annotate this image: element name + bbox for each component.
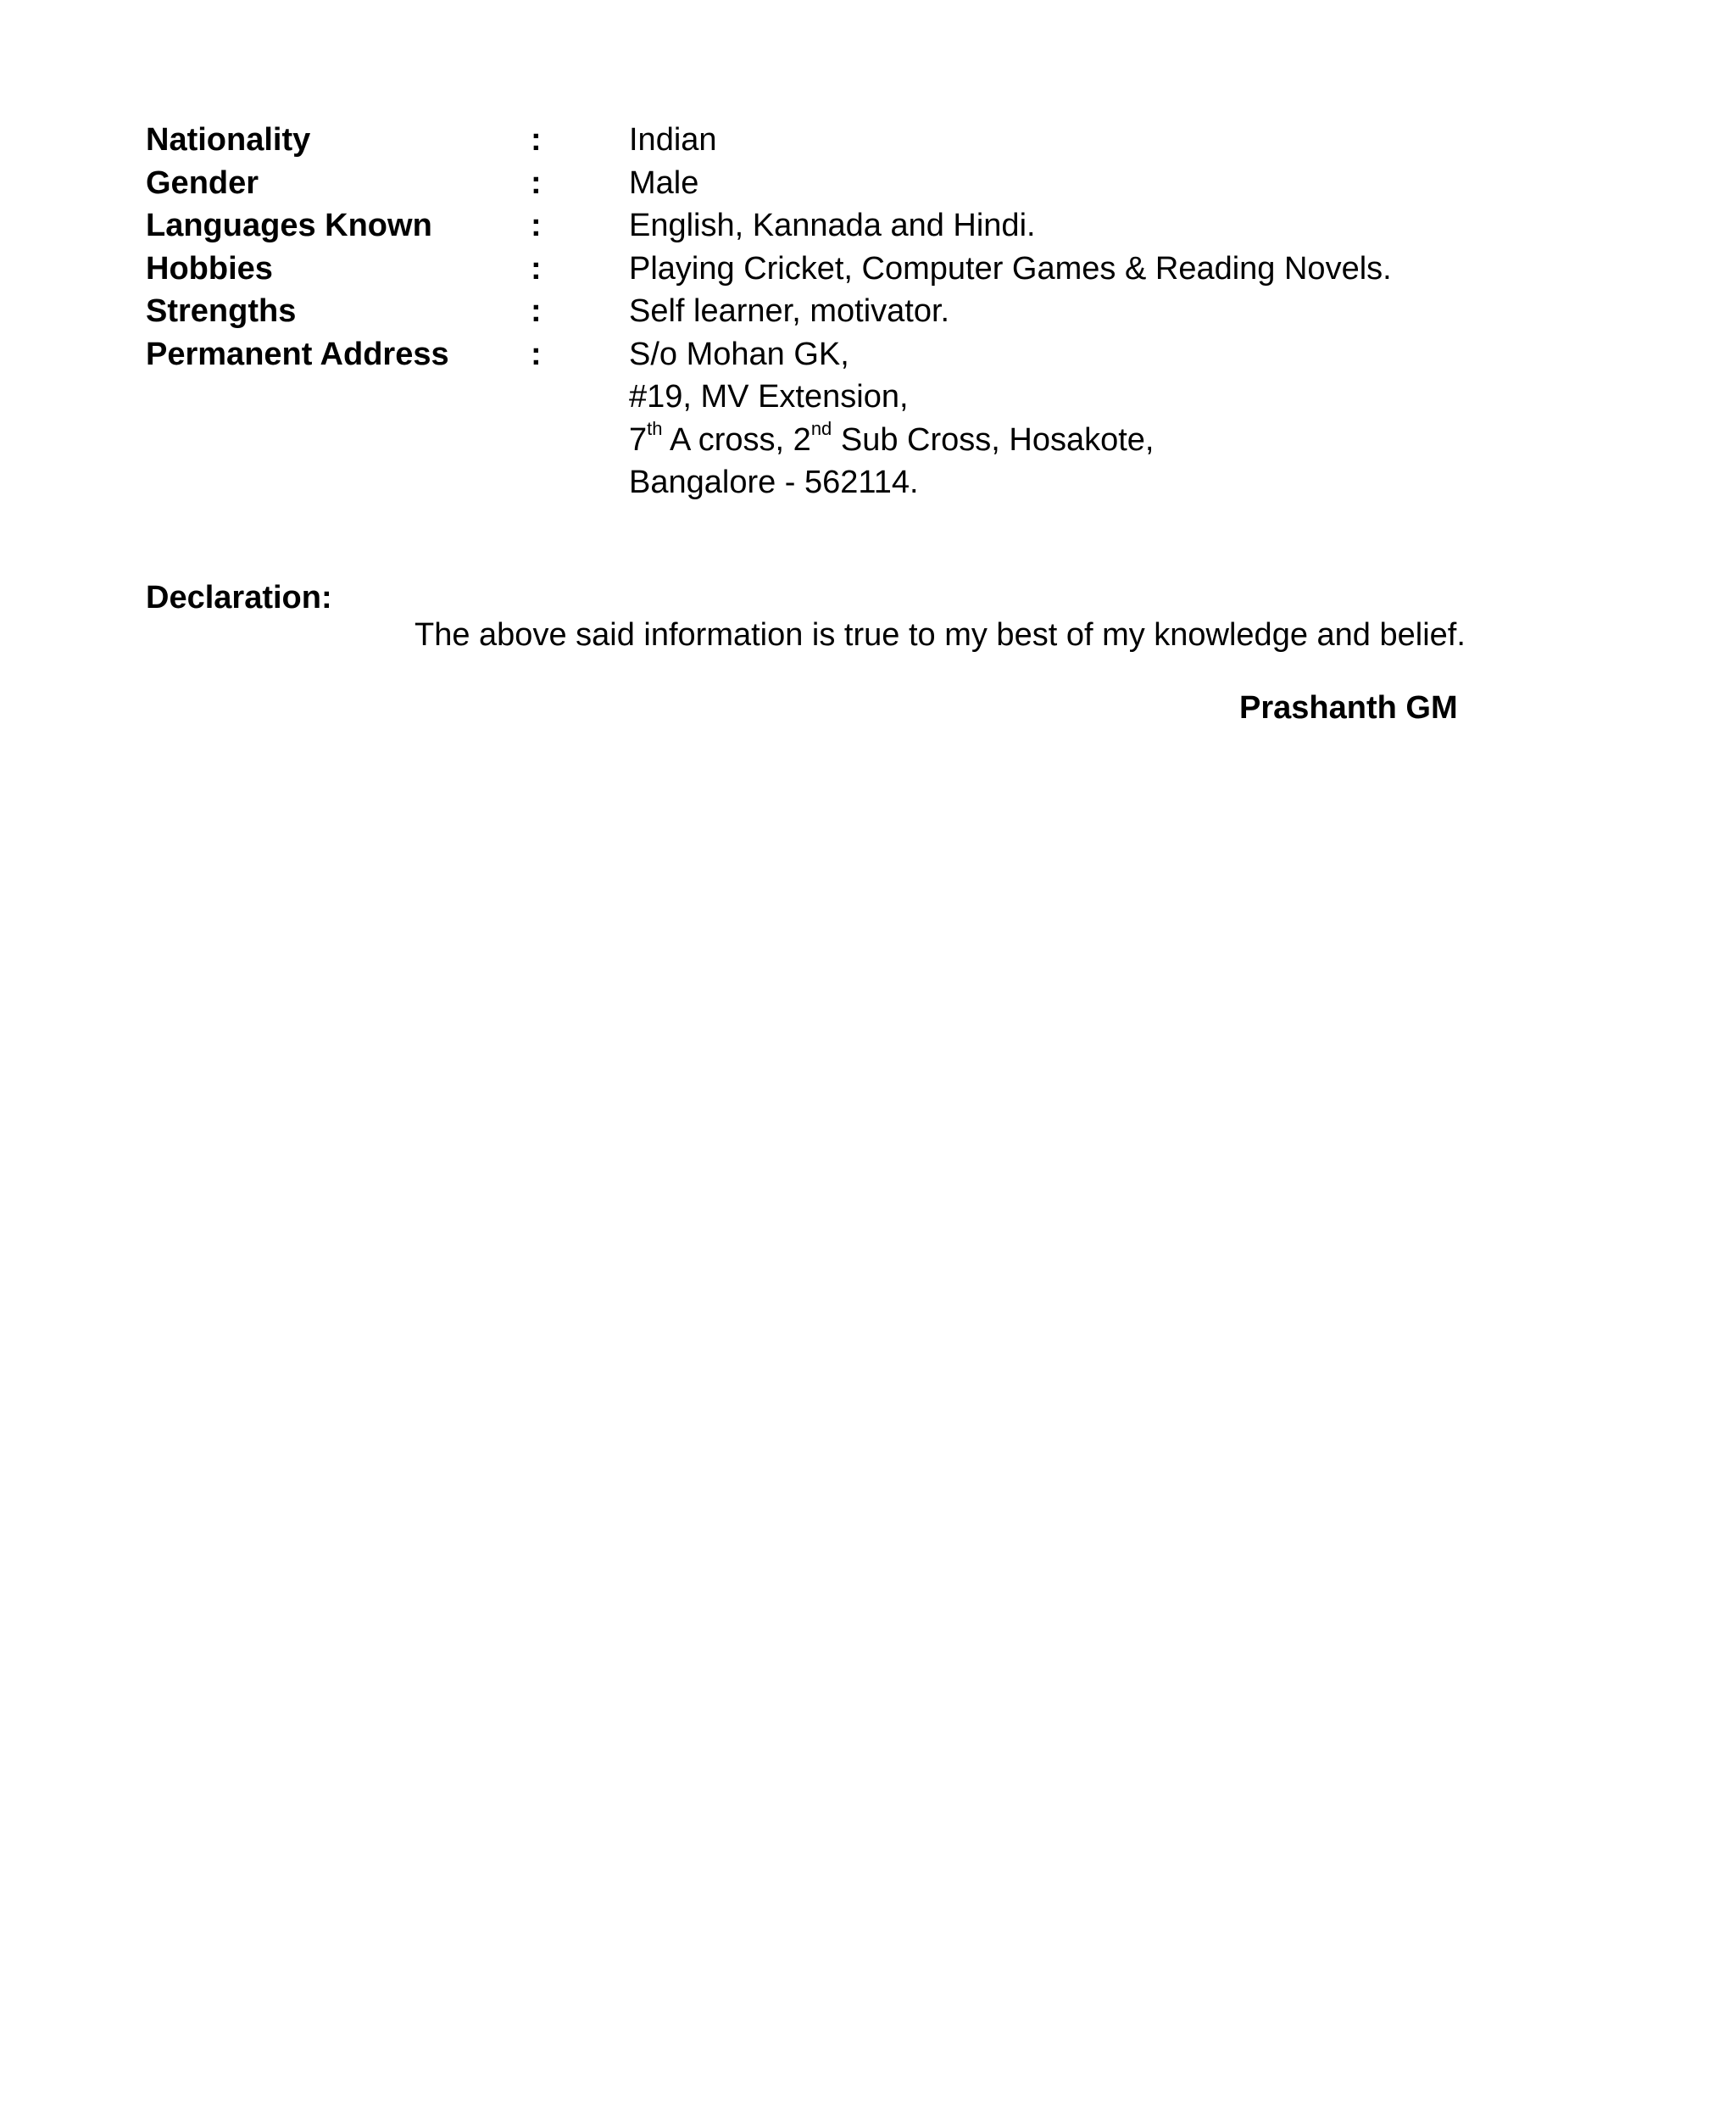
address-line-3 <box>629 419 1154 462</box>
detail-row-nationality <box>146 119 1587 162</box>
detail-label: Gender <box>146 164 259 201</box>
detail-value: Male <box>629 164 699 201</box>
detail-label: Strengths <box>146 293 297 329</box>
address-part: A cross, 2 <box>662 421 811 458</box>
declaration-heading: Declaration: <box>146 580 332 615</box>
address-line-1: S/o Mohan GK, <box>629 336 849 372</box>
ordinal-suffix: nd <box>810 417 832 439</box>
detail-row-strengths <box>146 290 1587 333</box>
detail-value: Self learner, motivator. <box>629 293 950 329</box>
declaration-text: The above said information is true to my best of my knowledge and belief. <box>415 617 1466 653</box>
detail-label: Languages Known <box>146 208 432 243</box>
detail-value: Indian <box>629 122 717 158</box>
address-part: 7 <box>629 421 648 458</box>
detail-separator: : <box>531 164 542 201</box>
detail-row-languages <box>146 204 1587 248</box>
detail-row-hobbies <box>146 248 1587 291</box>
detail-separator: : <box>531 293 542 329</box>
detail-label: Nationality <box>146 122 311 158</box>
detail-value: English, Kannada and Hindi. <box>629 208 1036 243</box>
detail-value: Playing Cricket, Computer Games & Reading Novels. <box>629 250 1392 287</box>
address-line-row <box>146 419 1587 462</box>
address-line-row <box>146 376 1587 419</box>
address-line-row <box>146 461 1587 504</box>
address-part: Sub Cross, Hosakote, <box>832 421 1155 458</box>
detail-row-permanent-address <box>146 333 1587 376</box>
ordinal-suffix: th <box>647 417 663 439</box>
detail-separator: : <box>531 250 542 287</box>
detail-row-gender <box>146 162 1587 205</box>
detail-label: Hobbies <box>146 250 273 287</box>
detail-separator: : <box>531 208 542 243</box>
address-line-4: Bangalore - 562114. <box>629 465 919 500</box>
detail-label: Permanent Address <box>146 336 449 372</box>
detail-separator: : <box>531 336 542 372</box>
personal-details-section <box>146 119 1587 504</box>
address-line-2: #19, MV Extension, <box>629 379 909 415</box>
detail-separator: : <box>531 122 542 158</box>
signature-name: Prashanth GM <box>1239 690 1458 726</box>
